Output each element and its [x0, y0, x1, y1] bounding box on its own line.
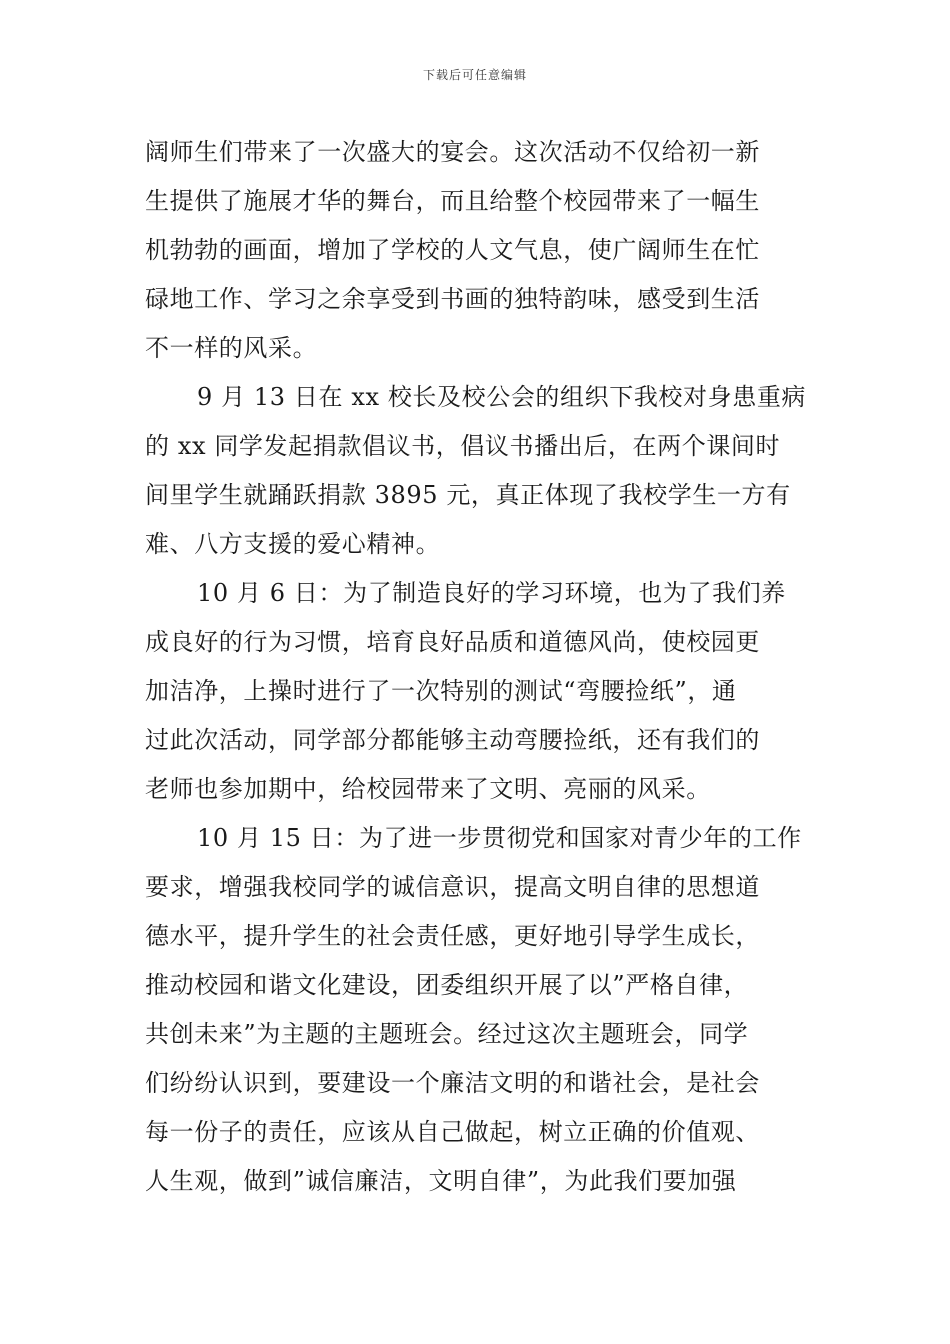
- text-line: 机勃勃的画面，增加了学校的人文气息，使广阔师生在忙: [145, 236, 760, 264]
- paragraph-1: [145, 128, 805, 373]
- text-line: 难、八方支援的爱心精神。: [145, 530, 441, 558]
- text-line: 加洁净，上操时进行了一次特别的测试“弯腰捡纸”，通: [145, 677, 737, 705]
- text-line: 间里学生就踊跃捐款 3895 元，真正体现了我校学生一方有: [145, 481, 791, 509]
- paragraph-4: [145, 814, 805, 1206]
- text-line: 要求，增强我校同学的诚信意识，提高文明自律的思想道: [145, 873, 760, 901]
- text-line: 人生观，做到”诚信廉洁，文明自律”，为此我们要加强: [145, 1167, 737, 1195]
- text-line: 碌地工作、学习之余享受到书画的独特韵味，感受到生活: [145, 285, 760, 313]
- text-line: 不一样的风采。: [145, 334, 318, 362]
- text-line: 每一份子的责任，应该从自己做起，树立正确的价值观、: [145, 1118, 760, 1146]
- text-line: 成良好的行为习惯，培育良好品质和道德风尚，使校园更: [145, 628, 760, 656]
- document-body: [145, 128, 805, 1206]
- text-line: 过此次活动，同学部分都能够主动弯腰捡纸，还有我们的: [145, 726, 760, 754]
- paragraph-3: [145, 569, 805, 814]
- text-line: 们纷纷认识到，要建设一个廉洁文明的和谐社会，是社会: [145, 1069, 760, 1097]
- text-line: 10 月 6 日：为了制造良好的学习环境，也为了我们养: [197, 579, 786, 607]
- text-line: 的 xx 同学发起捐款倡议书，倡议书播出后，在两个课间时: [145, 432, 781, 460]
- header-note: 下载后可任意编辑: [422, 68, 527, 82]
- paragraph-2: [145, 373, 805, 569]
- text-line: 老师也参加期中，给校园带来了文明、亮丽的风采。: [145, 775, 711, 803]
- text-line: 阔师生们带来了一次盛大的宴会。这次活动不仅给初一新: [145, 138, 760, 166]
- text-line: 推动校园和谐文化建设，团委组织开展了以”严格自律，: [145, 971, 749, 999]
- text-line: 10 月 15 日：为了进一步贯彻党和国家对青少年的工作: [197, 824, 802, 852]
- text-line: 共创未来”为主题的主题班会。经过这次主题班会，同学: [145, 1020, 749, 1048]
- text-line: 德水平，提升学生的社会责任感，更好地引导学生成长，: [145, 922, 760, 950]
- text-line: 生提供了施展才华的舞台，而且给整个校园带来了一幅生: [145, 187, 760, 215]
- text-line: 9 月 13 日在 xx 校长及校公会的组织下我校对身患重病: [197, 383, 807, 411]
